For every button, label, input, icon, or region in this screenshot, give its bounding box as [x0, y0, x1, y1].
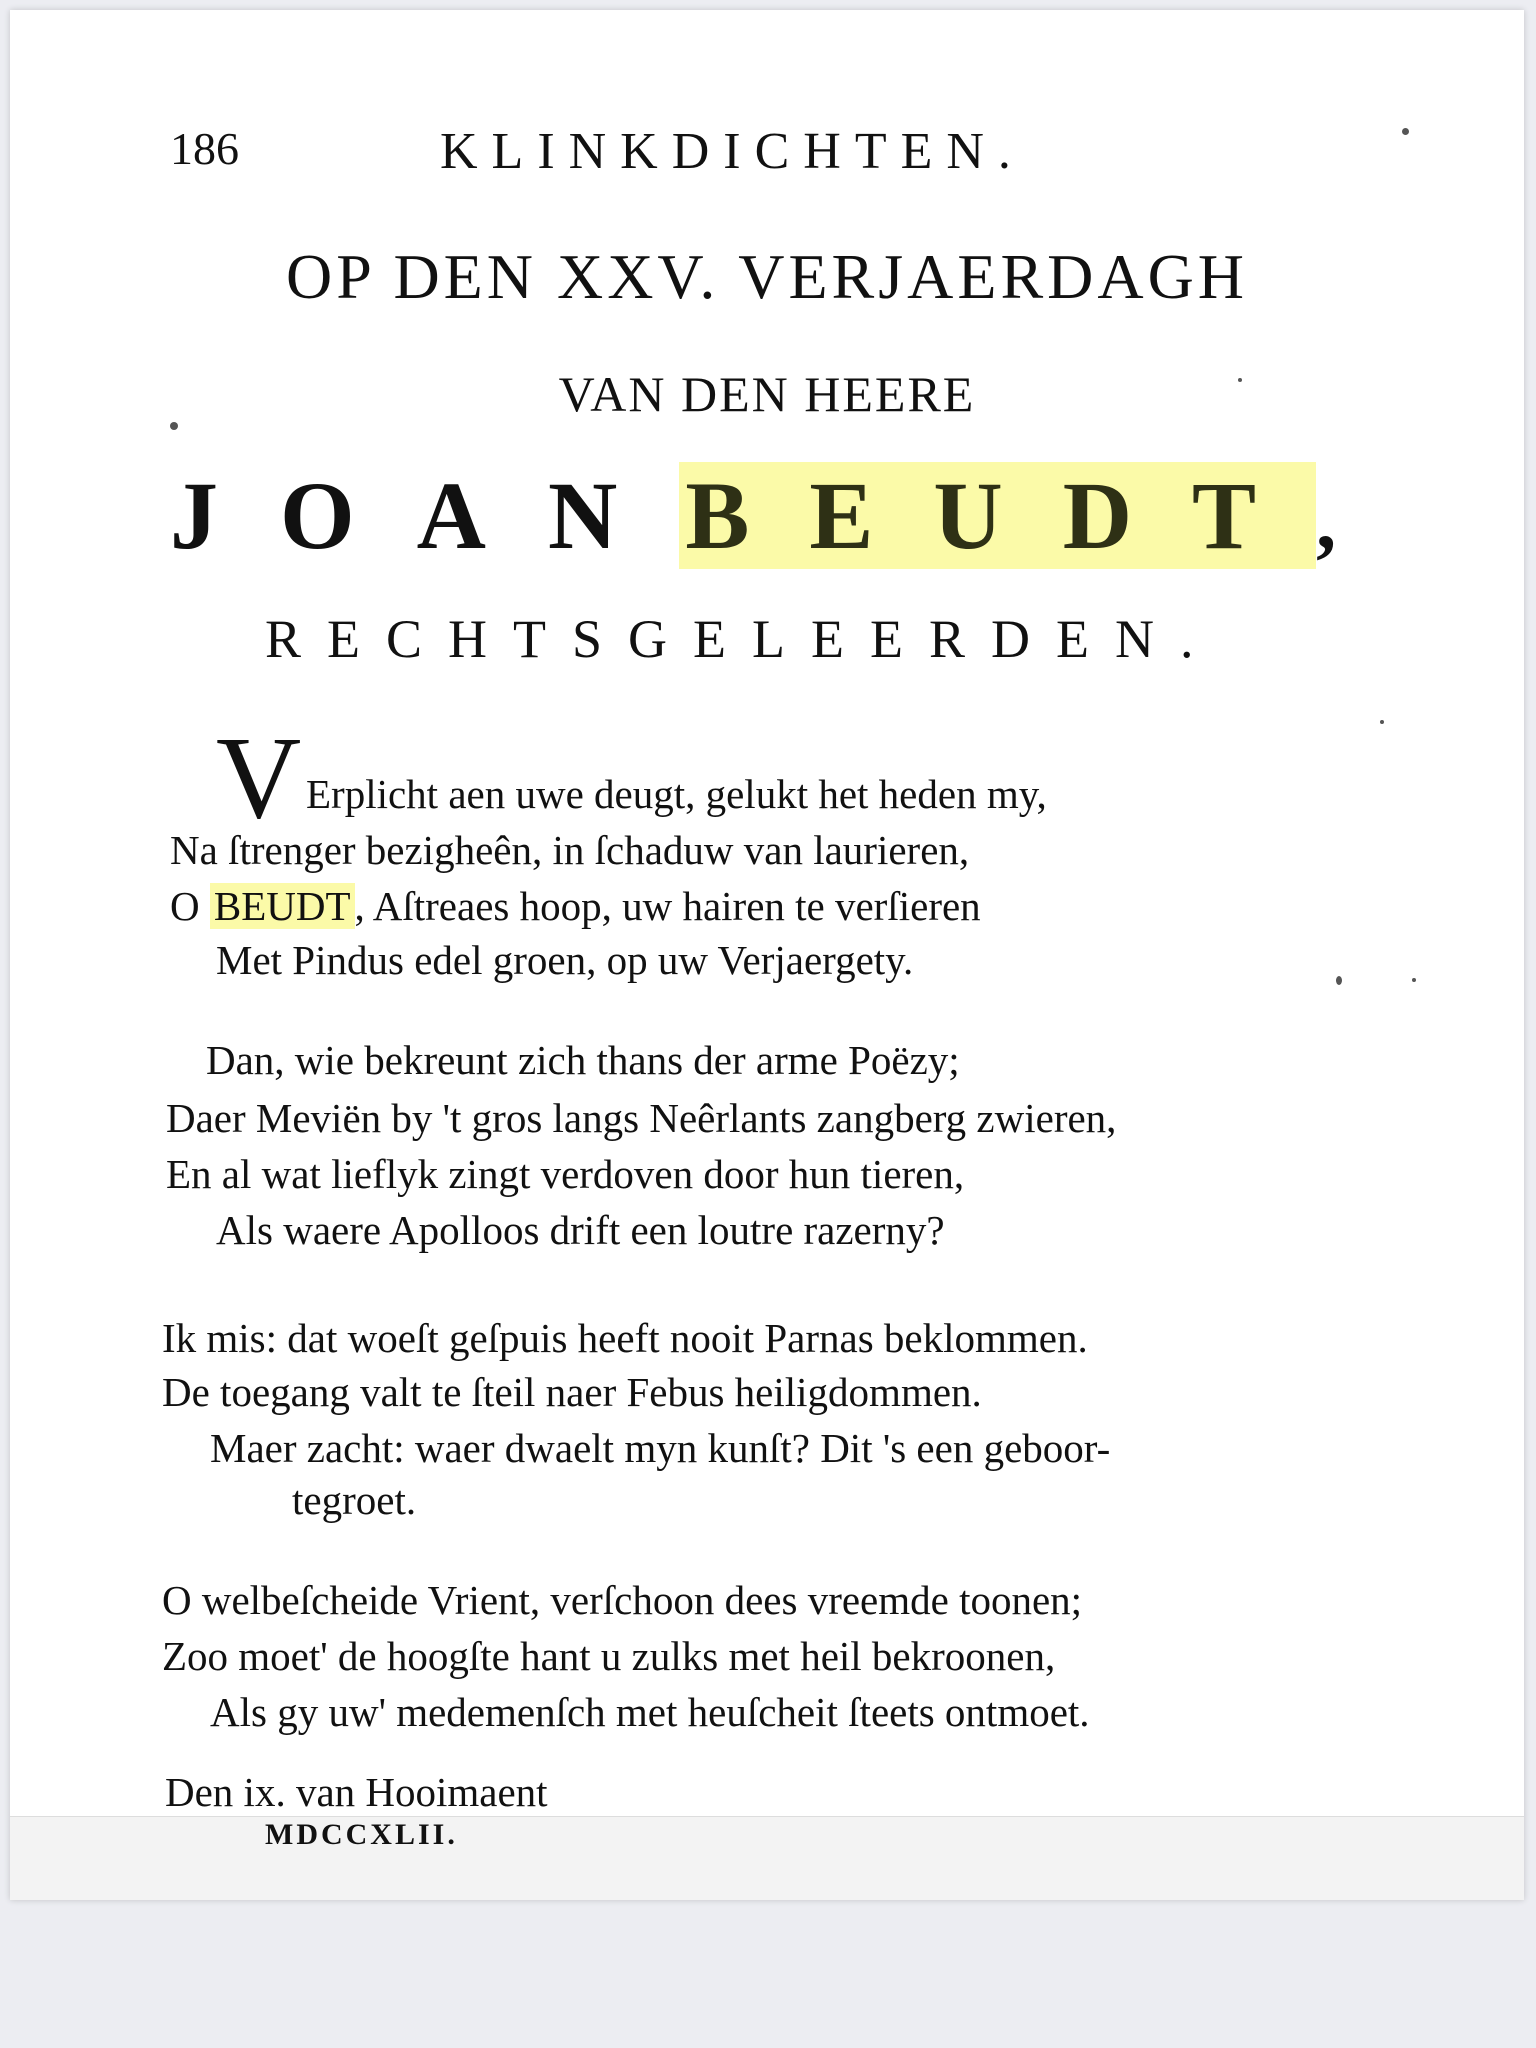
verse-line: Daer Meviën by 't gros langs Neêrlants zangberg zwieren,	[166, 1095, 1117, 1141]
name-last-highlighted: BEUDT	[679, 462, 1316, 569]
verse-line-rest: , Aſtreaes hoop, uw hairen te verſieren	[354, 883, 981, 929]
dedicatee-name	[170, 460, 1336, 571]
closing-year: MDCCXLII.	[265, 1818, 458, 1851]
ink-speck	[1402, 128, 1409, 135]
verse-line: Erplicht aen uwe deugt, gelukt het heden my,	[306, 771, 1047, 817]
ink-speck	[1380, 720, 1384, 724]
verse-line: Ik mis: dat woeſt geſpuis heeft nooit Parnas beklommen.	[162, 1315, 1088, 1361]
verse-line: tegroet.	[292, 1477, 417, 1523]
running-head: KLINKDICHTEN.	[440, 123, 1025, 180]
title-line-1: OP DEN XXV. VERJAERDAGH	[286, 241, 1248, 312]
verse-line: Na ſtrenger bezigheên, in ſchaduw van laurieren,	[170, 827, 970, 873]
page-bottom-band	[10, 1816, 1524, 1900]
verse-line-prefix: O	[170, 883, 210, 929]
ink-speck	[1412, 978, 1416, 982]
verse-line: En al wat lieflyk zingt verdoven door hun tieren,	[166, 1151, 965, 1197]
drop-cap: V	[216, 712, 302, 843]
ink-speck	[1336, 976, 1342, 985]
name-first: JOAN	[170, 462, 680, 569]
verse-line: Als gy uw' medemenſch met heuſcheit ſteets ontmoet.	[210, 1689, 1090, 1735]
verse-line: Als waere Apolloos drift een loutre razerny?	[216, 1207, 945, 1253]
book-page	[10, 10, 1524, 1900]
verse-line	[170, 883, 981, 929]
closing-date: Den ix. van Hooimaent	[165, 1769, 548, 1815]
verse-line: Zoo moet' de hoogſte hant u zulks met heil bekroonen,	[162, 1633, 1056, 1679]
verse-line: Dan, wie bekreunt zich thans der arme Poëzy;	[206, 1037, 960, 1083]
verse-line: Maer zacht: waer dwaelt myn kunſt? Dit 's een geboor-	[210, 1425, 1111, 1471]
page-number: 186	[170, 123, 239, 174]
verse-line: De toegang valt te ſteil naer Febus heiligdommen.	[162, 1369, 982, 1415]
verse-line: Met Pindus edel groen, op uw Verjaergety.	[216, 937, 914, 983]
ink-speck	[170, 422, 178, 430]
name-comma: ,	[1316, 478, 1337, 566]
search-highlight: BEUDT	[210, 883, 355, 929]
title-line-2: VAN DEN HEERE	[558, 366, 976, 422]
ink-speck	[1238, 378, 1242, 382]
verse-line: O welbeſcheide Vrient, verſchoon dees vreemde toonen;	[162, 1577, 1083, 1623]
subtitle: RECHTSGELEERDEN.	[265, 609, 1220, 669]
